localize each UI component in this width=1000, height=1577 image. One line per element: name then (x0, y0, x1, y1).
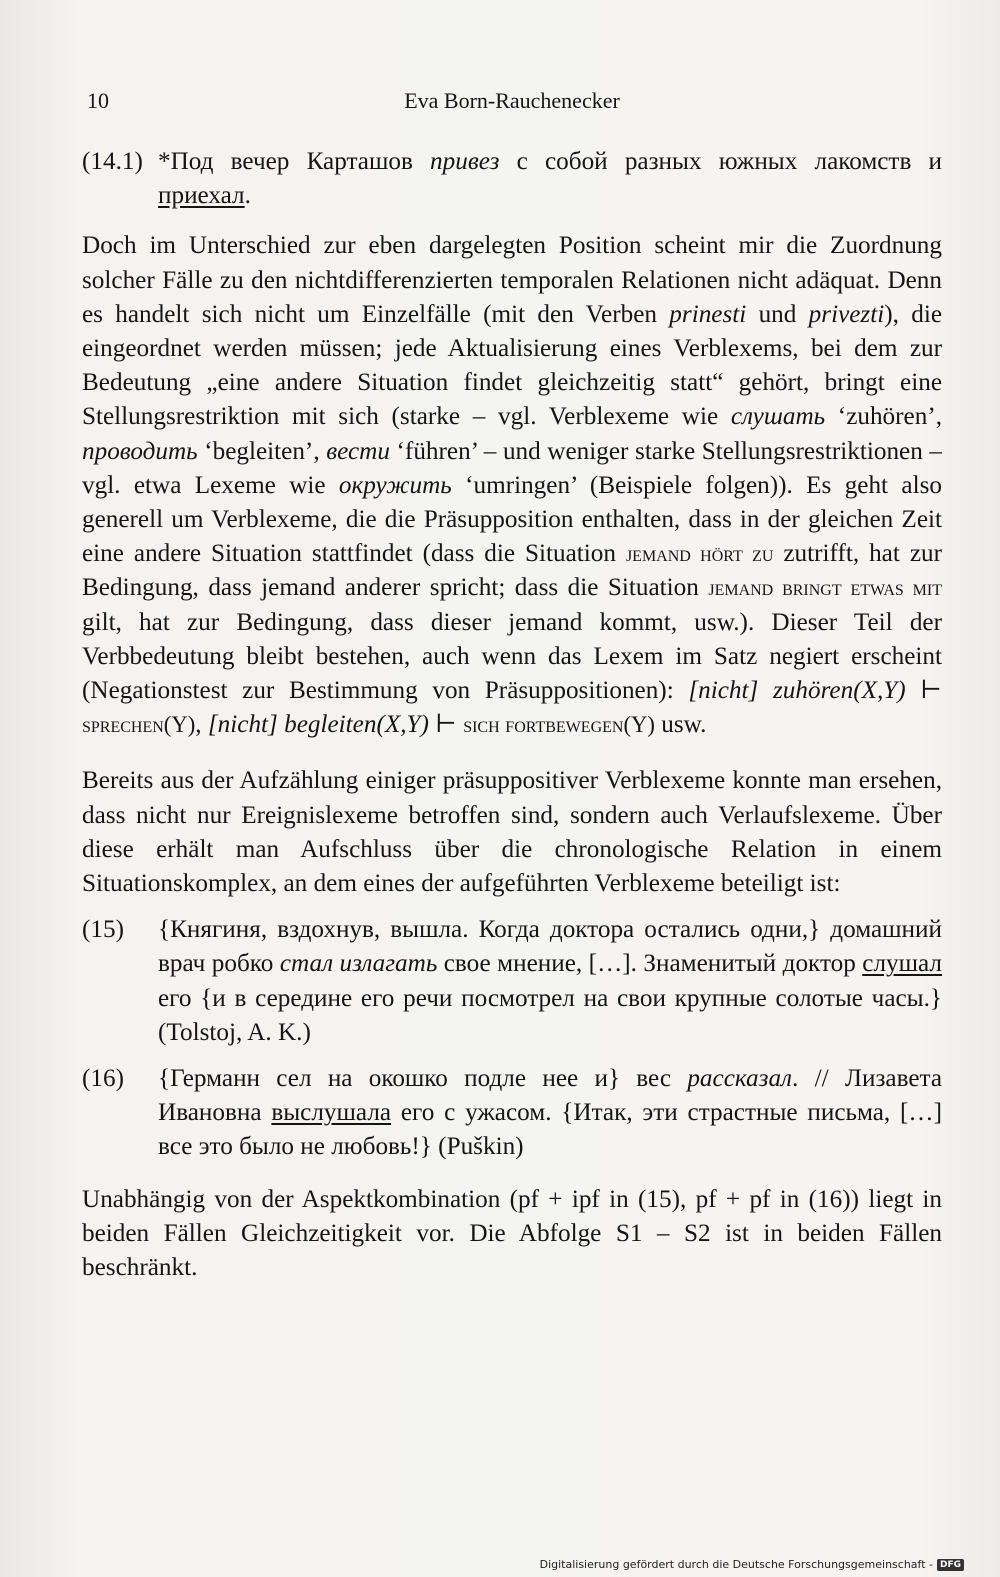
underlined-verb: слушал (862, 950, 942, 978)
italic-verb: привез (430, 148, 500, 175)
digitization-footer (540, 1558, 964, 1571)
example-text: . (244, 182, 251, 210)
underlined-verb: выслушала (271, 1099, 392, 1127)
example-number: (16) (82, 1065, 124, 1093)
text-run: zutrifft, hat zur Bedingung, dass jemand anderer spricht; dass die Situation (82, 540, 942, 602)
example-16 (82, 1062, 942, 1165)
page-body (82, 145, 942, 1285)
example-text: {Княгиня, вздохнув, вышла. Когда доктора остались одни,} домашний врач робко (158, 916, 942, 978)
example-text: *Под вечер Карташов (158, 148, 431, 175)
example-number: (14.1) (82, 148, 143, 175)
underlined-verb: приехал (158, 182, 245, 210)
text-run: , (195, 711, 208, 739)
paragraph-1 (82, 229, 942, 742)
text-run: ), die eingeordnet werden müssen; jede Aktualisierung eines Verblexems, bei dem zur Bedeutung „eine andere Situation findet gleichzeitig statt“ gehört, bringt eine Stellungsrestriktion mit sich (starke – vgl. Verblexeme wie (82, 300, 942, 431)
text-run: ‘umringen’ (Beispiele folgen)). Es geht also generell um Verblexeme, die die Präsupposition enthalten, dass in der gleichen Zeit eine andere Situation stattfindet (dass die Situation (82, 471, 942, 568)
italic-term: слушать (730, 403, 826, 431)
entailment-symbol: ⊢ (905, 677, 942, 705)
italic-verb: рассказал (687, 1065, 793, 1093)
example-15 (82, 913, 942, 1050)
example-text: {Германн сел на окошко подле нее и} вес (158, 1065, 688, 1093)
text-run: und (746, 300, 809, 328)
page-number: 10 (87, 88, 109, 113)
text-run: gilt, hat zur Bedingung, dass dieser jemand kommt, usw.). Dieser Teil der Verbbedeutung bleibt bestehen, auch wenn das Lexem im Satz negiert erscheint (Negationstest zur Bestimmung von Präsuppositionen): (82, 608, 942, 705)
example-text: его {и в середине его речи посмотрел на свои крупные солотые часы.} (Tolstoj, A. K.) (158, 984, 942, 1046)
smallcaps-term: jemand hört zu (625, 541, 774, 567)
running-head: Eva Born-Rauchenecker (404, 88, 620, 113)
italic-term: проводить (82, 437, 198, 465)
italic-term: prinesti (669, 300, 747, 328)
text-run: ‘führen’ – und weniger starke Stellungsrestriktionen – vgl. etwa Lexeme wie (82, 437, 942, 499)
text-run: ‘zuhören’, (825, 403, 942, 431)
text-run: Doch im Unterschied zur eben dargelegten Position scheint mir die Zuordnung solcher Fälle zu den nichtdifferenzierten temporalen Relationen nicht adäquat. Denn es handelt sich nicht um Einzelfälle (mit den Verben (82, 232, 942, 328)
page-header (82, 88, 942, 120)
smallcaps-term: jemand bringt etwas mit (708, 575, 942, 601)
italic-verb: стал излагать (279, 950, 438, 978)
paragraph-2: Bereits aus der Aufzählung einiger präsuppositiver Verblexeme konnte man ersehen, dass nicht nur Ereignislexeme betroffen sind, sondern auch Verlaufslexeme. Über diese erhält man Aufschluss über die chronologische Relation in einem Situationskomplex, an dem eines der aufgeführten Verblexeme beteiligt ist: (82, 767, 942, 898)
example-text: его с ужасом. {Итак, эти страстные письма, […] все это было не любовь!} (Puškin) (158, 1099, 942, 1161)
paragraph-3: Unabhängig von der Aspektkombination (pf + ipf in (15), pf + pf in (16)) liegt in beiden Fällen Gleichzeitigkeit vor. Die Abfolge S1 – S2 ist in beiden Fällen beschränkt. (82, 1185, 942, 1282)
footer-text: Digitalisierung gefördert durch die Deutsche Forschungsgemeinschaft - (539, 1558, 933, 1571)
italic-term: privezti (808, 300, 885, 328)
entailment-symbol: ⊢ (428, 711, 464, 739)
italic-term: окружить (338, 471, 452, 499)
example-14-1 (82, 145, 942, 213)
italic-term: вести (326, 437, 390, 465)
italic-term: [nicht] zuhören(X,Y) (688, 677, 906, 705)
example-text: с собой разных южных лакомств и (499, 148, 942, 175)
smallcaps-term: sich fortbewegen(Y) (463, 712, 655, 738)
example-text: . // Лизавета Ивановна (158, 1065, 942, 1127)
text-run: usw. (654, 711, 707, 739)
smallcaps-term: sprechen(Y) (82, 712, 196, 738)
italic-term: [nicht] begleiten(X,Y) (207, 711, 429, 739)
example-number: (15) (82, 916, 124, 944)
dfg-logo: DFG (937, 1559, 964, 1571)
example-text: свое мнение, […]. Знаменитый доктор (437, 950, 863, 978)
text-run: ‘begleiten’, (197, 437, 327, 465)
